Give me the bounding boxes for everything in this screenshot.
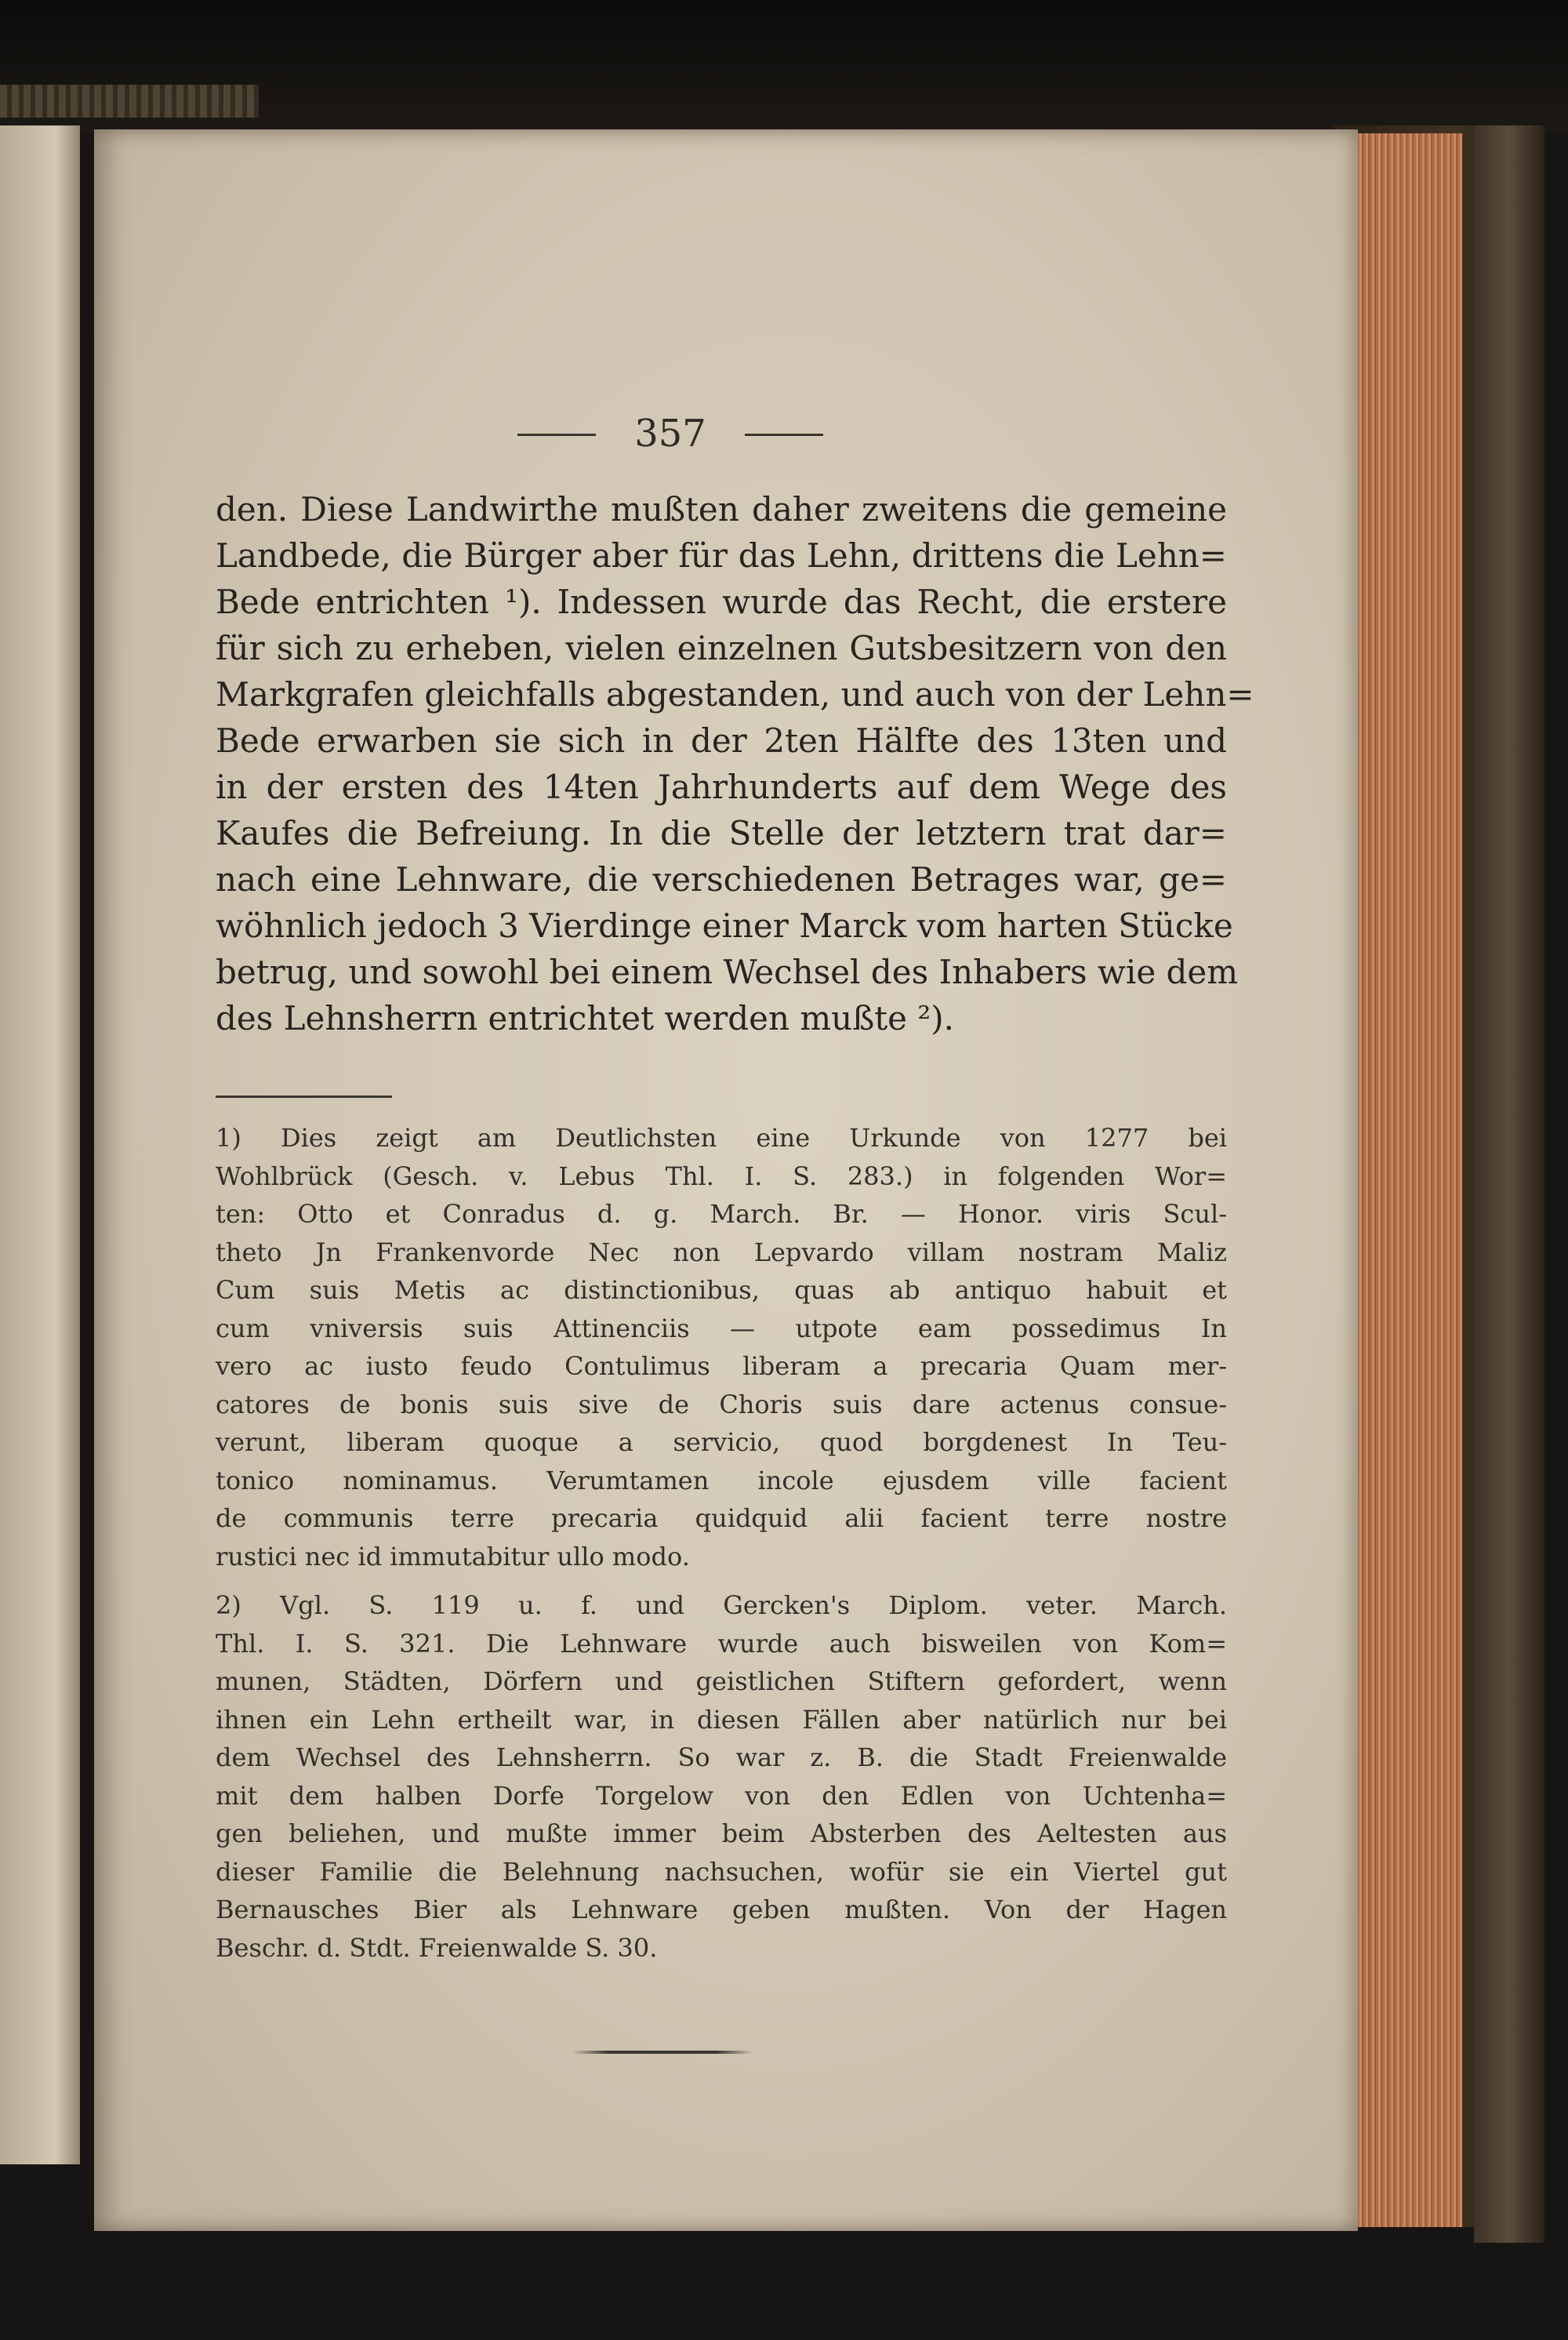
footnote-line: theto Jn Frankenvorde Nec non Lepvardo villam nostram Maliz <box>216 1237 1227 1267</box>
footnote-line: Beschr. d. Stdt. Freienwalde S. 30. <box>216 1932 658 1963</box>
footnote-line: dem Wechsel des Lehnsherrn. So war z. B. die Stadt Freienwalde <box>216 1742 1227 1772</box>
page-header <box>94 412 1358 459</box>
text-line: für sich zu erheben, vielen einzelnen Gutsbesitzern von den <box>216 629 1227 667</box>
footnote-line: Cum suis Metis ac distinctionibus, quas ab antiquo habuit et <box>216 1275 1227 1305</box>
end-ornament-rule <box>572 2051 753 2054</box>
footnote-line: ihnen ein Lehn ertheilt war, in diesen Fällen aber natürlich nur bei <box>216 1704 1227 1735</box>
footnote-gap <box>216 1575 1227 1586</box>
footnote-line: ten: Otto et Conradus d. g. March. Br. — Honor. viris Scul- <box>216 1199 1227 1229</box>
main-text <box>216 486 1254 1041</box>
footnote-line: munen, Städten, Dörfern und geistlichen Stiftern gefordert, wenn <box>216 1666 1227 1696</box>
text-line: nach eine Lehnware, die verschiedenen Betrages war, ge= <box>216 860 1227 899</box>
footnotes <box>216 1119 1227 1967</box>
text-line: betrug, und sowohl bei einem Wechsel des Inhabers wie dem <box>216 953 1239 991</box>
footnote-line: vero ac iusto feudo Contulimus liberam a precaria Quam mer- <box>216 1351 1227 1381</box>
footnote-line: catores de bonis suis sive de Choris suis dare actenus consue- <box>216 1389 1227 1419</box>
footnote-2 <box>216 1586 1227 1967</box>
footnote-line: tonico nominamus. Verumtamen incole ejusdem ville facient <box>216 1465 1227 1495</box>
footnote-1 <box>216 1119 1227 1575</box>
header-dash-left <box>517 434 596 436</box>
left-page-edge <box>0 125 80 2164</box>
footnote-line: gen beliehen, und mußte immer beim Absterben des Aeltesten aus <box>216 1819 1227 1848</box>
footnote-line: 1) Dies zeigt am Deutlichsten eine Urkunde von 1277 bei <box>216 1123 1227 1153</box>
page-edges <box>1345 133 1462 2227</box>
text-line: Bede entrichten ¹). Indessen wurde das Recht, die erstere <box>216 583 1227 621</box>
binding-ornament <box>0 85 259 118</box>
footnote-line: dieser Familie die Belehnung nachsuchen, wofür sie ein Viertel gut <box>216 1856 1227 1887</box>
footnote-line: cum vniversis suis Attinenciis — utpote eam possedimus In <box>216 1313 1227 1343</box>
footnote-line: Bernausches Bier als Lehnware geben mußten. Von der Hagen <box>216 1895 1227 1924</box>
book-cover-right <box>1474 125 1544 2243</box>
footnote-line: 2) Vgl. S. 119 u. f. und Gercken's Diplom. veter. March. <box>216 1590 1227 1620</box>
footnote-line: de communis terre precaria quidquid alii facient terre nostre <box>216 1503 1227 1533</box>
text-line: Bede erwarben sie sich in der 2ten Hälfte des 13ten und <box>216 721 1227 760</box>
text-line: wöhnlich jedoch 3 Vierdinge einer Marck vom harten Stücke <box>216 907 1233 945</box>
book-page <box>94 129 1358 2231</box>
footnote-divider <box>216 1096 392 1098</box>
footnote-line: Thl. I. S. 321. Die Lehnware wurde auch bisweilen von Kom= <box>216 1628 1227 1659</box>
text-line: in der ersten des 14ten Jahrhunderts auf dem Wege des <box>216 768 1227 806</box>
footnote-line: mit dem halben Dorfe Torgelow von den Edlen von Uchtenha= <box>216 1780 1227 1811</box>
page-number: 357 <box>634 412 706 456</box>
footnote-line: rustici nec id immutabitur ullo modo. <box>216 1541 690 1572</box>
text-line: Landbede, die Bürger aber für das Lehn, drittens die Lehn= <box>216 536 1227 575</box>
footnote-line: Wohlbrück (Gesch. v. Lebus Thl. I. S. 283.) in folgenden Wor= <box>216 1161 1227 1191</box>
text-line: den. Diese Landwirthe mußten daher zweitens die gemeine <box>216 490 1227 529</box>
header-dash-right <box>745 434 823 436</box>
text-line: des Lehnsherrn entrichtet werden mußte ²). <box>216 999 954 1037</box>
text-line: Markgrafen gleichfalls abgestanden, und auch von der Lehn= <box>216 675 1254 714</box>
footnote-line: verunt, liberam quoque a servicio, quod borgdenest In Teu- <box>216 1427 1227 1457</box>
text-line: Kaufes die Befreiung. In die Stelle der letztern trat dar= <box>216 814 1227 852</box>
